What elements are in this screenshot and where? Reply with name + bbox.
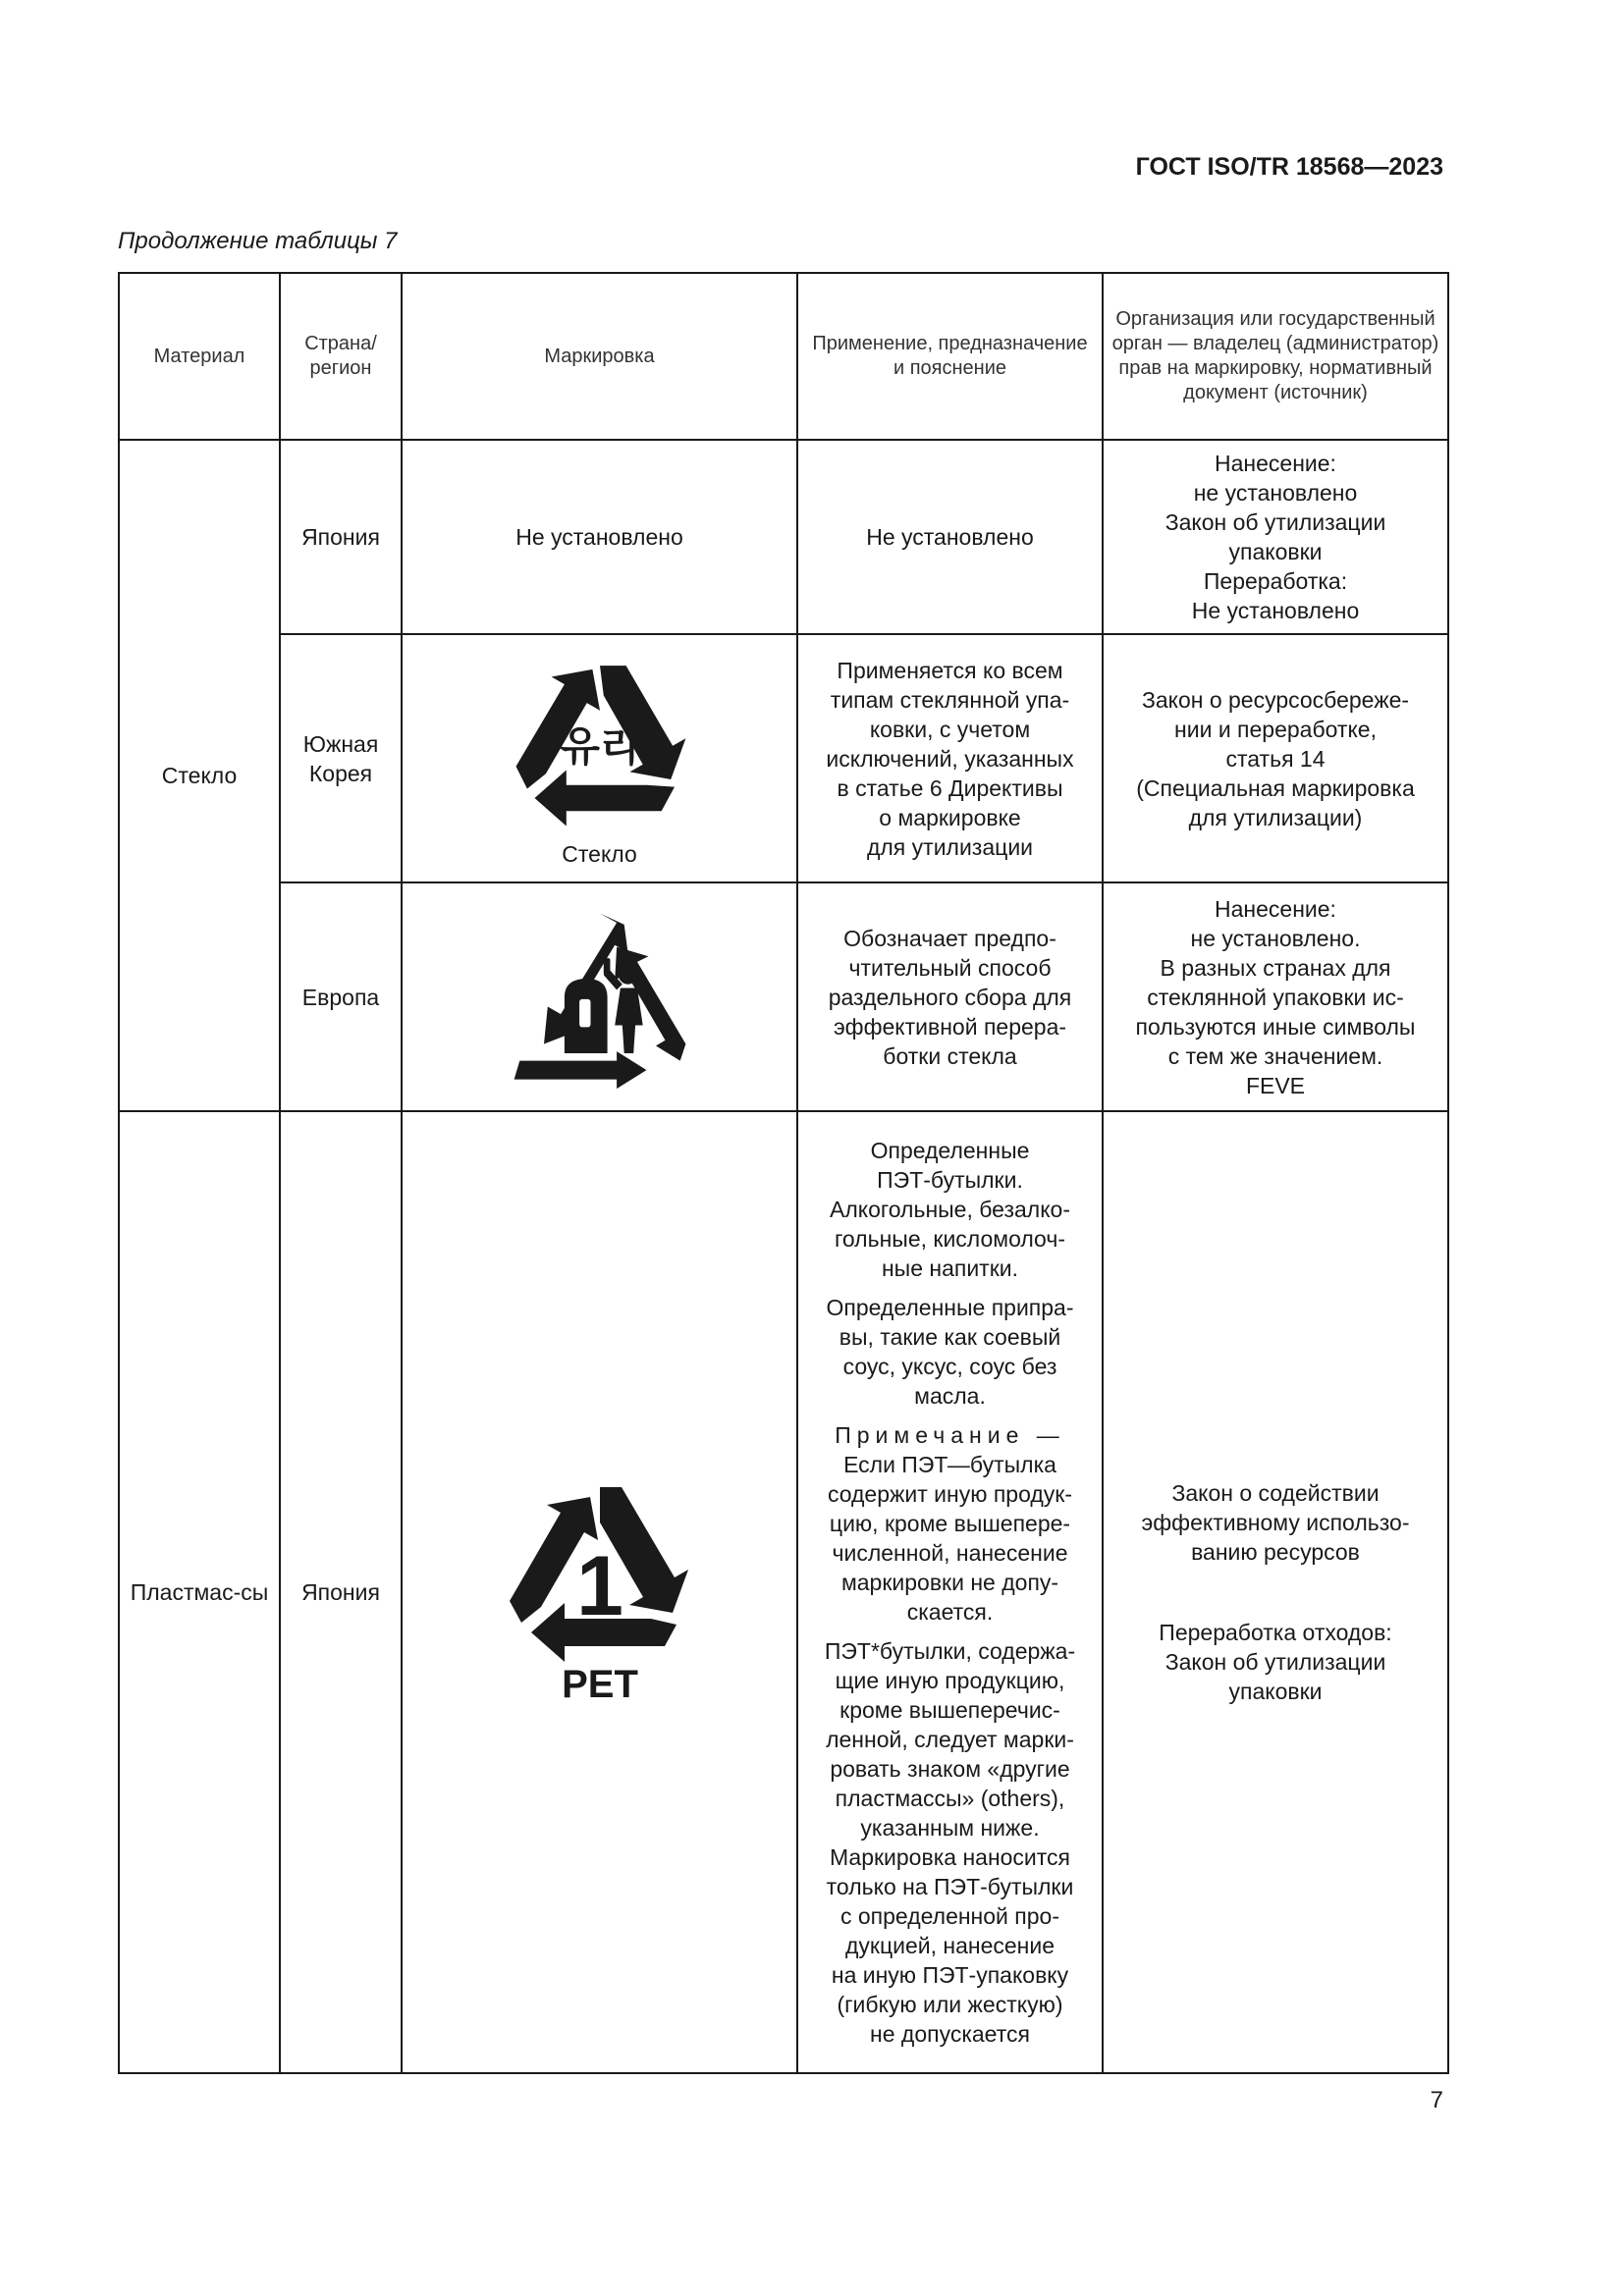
application-line: (гибкую или жесткую) <box>837 1992 1063 2018</box>
application-cell <box>797 634 1103 882</box>
application-cell <box>797 1111 1103 2073</box>
bottle-bank-recycling-icon <box>507 904 693 1091</box>
application-line: Маркировка наносится <box>829 1844 1071 1871</box>
header-material: Материал <box>119 273 280 440</box>
application-line: маркировки не допу- <box>840 1570 1059 1596</box>
owner-line: Закон об утилизации <box>1164 509 1386 536</box>
owner-line: с тем же значением. <box>1167 1042 1383 1069</box>
marking-cell <box>402 882 797 1111</box>
symbol-caption: Стекло <box>562 840 637 867</box>
application-line: ровать знаком «другие <box>830 1756 1070 1783</box>
pet-1-recycling-icon <box>502 1479 698 1705</box>
owner-line: стеклянной упаковки ис- <box>1147 984 1404 1010</box>
application-line: дукцией, нанесение <box>844 1933 1056 1959</box>
country-cell: Япония <box>280 1111 402 2073</box>
application-line: масла. <box>914 1383 986 1410</box>
table-row <box>119 634 1448 882</box>
table-row <box>119 882 1448 1111</box>
application-line: с определенной про- <box>839 1903 1059 1930</box>
application-line: Определенные <box>870 1138 1030 1164</box>
application-line: Определенные припра- <box>826 1295 1074 1321</box>
owner-line: Не установлено <box>1191 598 1360 624</box>
svg-text:유리: 유리 <box>560 721 639 771</box>
country-cell: Япония <box>280 440 402 634</box>
application-line: о маркировке <box>879 804 1021 830</box>
application-line: ковки, с учетом <box>869 716 1031 742</box>
owner-line: для утилизации) <box>1188 804 1363 830</box>
owner-line: В разных странах для <box>1160 954 1391 981</box>
owner-line: Переработка: <box>1203 568 1348 595</box>
owner-line: статья 14 <box>1225 745 1326 772</box>
table-header-row <box>119 273 1448 440</box>
application-line: ПЭТ*бутылки, содержа- <box>824 1638 1076 1665</box>
owner-line: нии и переработке, <box>1174 716 1377 742</box>
application-line: ленной, следует марки- <box>826 1727 1074 1753</box>
application-line: соус, уксус, соус без <box>842 1354 1057 1380</box>
application-line: ботки стекла <box>883 1042 1017 1069</box>
application-line: в статье 6 Директивы <box>837 774 1063 801</box>
application-line: пластмассы» (others), <box>835 1786 1065 1812</box>
header-owner: Организация или государственный орган — владелец (администратор) прав на маркировку, нормативный документ (источник) <box>1103 273 1448 440</box>
application-line: на иную ПЭТ-упаковку <box>831 1962 1069 1989</box>
material-plastics: Пластмас-сы <box>119 1111 280 2073</box>
application-line: исключений, указанных <box>826 745 1074 772</box>
owner-line: эффективному использо- <box>1141 1510 1410 1536</box>
owner-line: ванию ресурсов <box>1191 1539 1360 1566</box>
application-line: ные напитки. <box>881 1255 1019 1282</box>
owner-line: Нанесение: <box>1215 895 1336 922</box>
owner-line: Закон о содействии <box>1171 1480 1380 1507</box>
application-line: скается. <box>906 1599 994 1626</box>
owner-line: не установлено <box>1193 480 1358 507</box>
owner-cell <box>1103 440 1448 634</box>
page-number: 7 <box>1430 2087 1443 2113</box>
marking-table <box>118 272 1449 2074</box>
application-line: щие иную продукцию, <box>835 1668 1065 1694</box>
marking-cell <box>402 1111 797 2073</box>
application-cell <box>797 882 1103 1111</box>
table-row <box>119 440 1448 634</box>
owner-line: FEVE <box>1245 1072 1306 1098</box>
header-marking: Маркировка <box>402 273 797 440</box>
application-line: численной, нанесение <box>832 1540 1068 1567</box>
application-line: типам стеклянной упа- <box>830 686 1070 713</box>
application-line: Алкогольные, безалко- <box>830 1197 1070 1223</box>
table-caption: Продолжение таблицы 7 <box>118 228 398 254</box>
header-application: Применение, предназначение и пояснение <box>797 273 1103 440</box>
application-line: эффективной перера- <box>833 1013 1067 1040</box>
application-line: кроме вышеперечис- <box>839 1697 1060 1724</box>
owner-cell <box>1103 882 1448 1111</box>
country-cell: Европа <box>280 882 402 1111</box>
application-cell: Не установлено <box>797 440 1103 634</box>
owner-line: (Специальная маркировка <box>1136 774 1415 801</box>
owner-line: пользуются иные символы <box>1135 1013 1416 1040</box>
owner-line: Закон о ресурсосбереже- <box>1141 686 1410 713</box>
document-code: ГОСТ ISO/TR 18568—2023 <box>1135 153 1443 181</box>
owner-cell <box>1103 634 1448 882</box>
marking-cell <box>402 634 797 882</box>
application-line: Если ПЭТ—бутылка <box>843 1452 1056 1478</box>
svg-text:PET: PET <box>561 1663 638 1706</box>
owner-line: Закон об утилизации <box>1164 1649 1386 1676</box>
application-line: Обозначает предпо- <box>843 925 1056 951</box>
owner-line: упаковки <box>1228 539 1323 565</box>
application-line: ПЭТ-бутылки. <box>877 1167 1023 1194</box>
owner-line: Переработка отходов: <box>1159 1620 1392 1646</box>
owner-cell <box>1103 1111 1448 2073</box>
application-line: раздельного сбора для <box>828 984 1072 1010</box>
application-line: Применяется ко всем <box>837 657 1063 683</box>
owner-line: не установлено. <box>1190 925 1361 951</box>
owner-line: Нанесение: <box>1215 451 1336 477</box>
application-line: для утилизации <box>866 833 1034 860</box>
note-heading: Примечание — <box>835 1422 1065 1449</box>
application-line: не допускается <box>870 2021 1030 2048</box>
svg-text:1: 1 <box>575 1539 623 1634</box>
korean-glass-recycling-icon <box>507 649 693 835</box>
application-line: содержит иную продук- <box>827 1481 1073 1508</box>
owner-line: упаковки <box>1228 1679 1323 1705</box>
marking-cell: Не установлено <box>402 440 797 634</box>
country-cell: Южная Корея <box>280 634 402 882</box>
application-line: гольные, кисломолоч- <box>835 1226 1065 1253</box>
material-glass: Стекло <box>119 440 280 1111</box>
application-line: чтительный способ <box>848 954 1052 981</box>
application-line: только на ПЭТ-бутылки <box>826 1874 1074 1900</box>
application-line: указанным ниже. <box>860 1815 1040 1842</box>
application-line: цию, кроме вышепере- <box>829 1511 1071 1537</box>
header-country: Страна/ регион <box>280 273 402 440</box>
table-row <box>119 1111 1448 2073</box>
application-line: вы, такие как соевый <box>839 1324 1061 1351</box>
